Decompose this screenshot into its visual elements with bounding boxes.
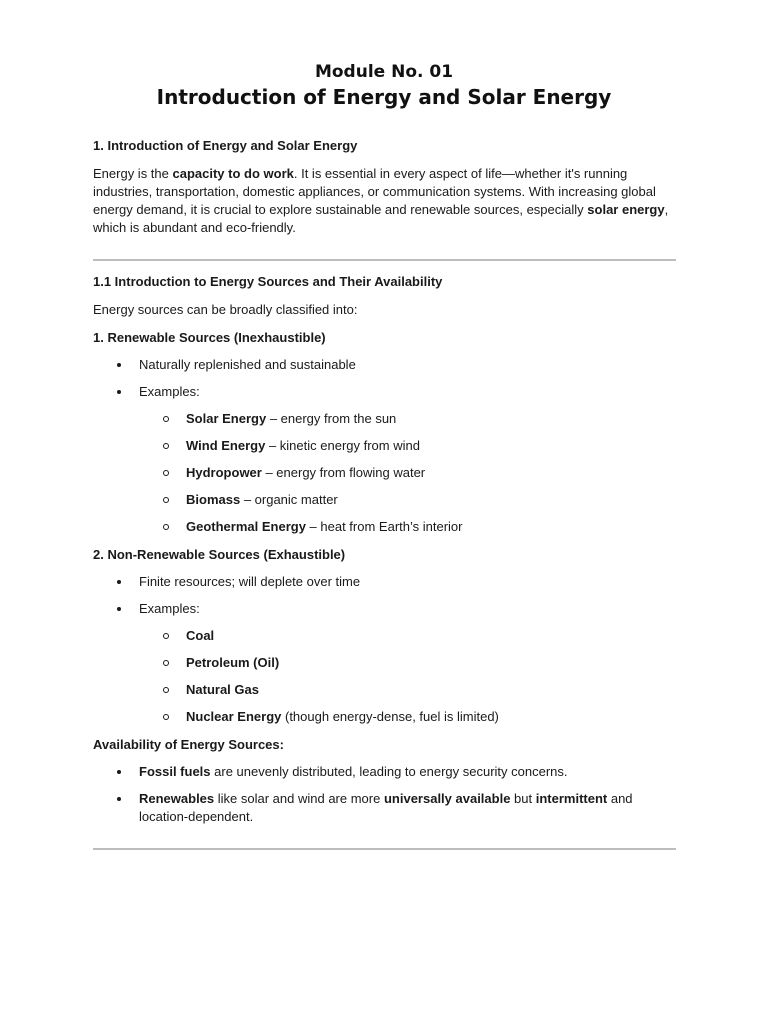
example-item <box>93 491 677 509</box>
module-number: Module No. 01 <box>314 62 454 82</box>
example-item <box>93 464 677 482</box>
example-name: Petroleum (Oil) <box>186 655 280 670</box>
example-item <box>93 681 677 699</box>
document-body <box>93 137 677 850</box>
page-title: Introduction of Energy and Solar Energy <box>156 85 612 109</box>
example-name: Wind Energy <box>186 438 266 453</box>
example-desc: – kinetic energy from wind <box>265 438 420 453</box>
example-item <box>93 518 677 536</box>
example-desc: – heat from Earth’s interior <box>305 519 463 534</box>
renewable-examples <box>93 410 677 536</box>
bold-run: universally available <box>383 791 511 806</box>
availability-list <box>93 763 677 826</box>
nonrenewable-heading: 2. Non-Renewable Sources (Exhaustible) <box>93 547 346 562</box>
example-item <box>93 627 677 645</box>
example-item <box>93 708 677 726</box>
list-item: Finite resources; will deplete over time <box>93 573 677 591</box>
renewable-list <box>93 356 677 401</box>
example-name: Hydropower <box>186 465 262 480</box>
text-run: , which is abundant and eco-friendly. <box>93 202 669 235</box>
bold-run: Renewables <box>139 791 215 806</box>
divider <box>93 848 676 850</box>
example-name: Nuclear Energy <box>186 709 282 724</box>
list-item <box>93 600 677 618</box>
availability-heading: Availability of Energy Sources: <box>93 737 284 752</box>
list-item-label: Examples: <box>139 384 200 399</box>
nonrenewable-list <box>93 573 677 618</box>
example-name: Coal <box>186 628 215 643</box>
text-run: are unevenly distributed, leading to energy security concerns. <box>210 764 568 779</box>
text-run: . It is essential in every aspect of life—whether it's running industries, transportation, domestic appliances, or communication systems. With increasing global energy demand, it is crucial to explore sustainable and renewable sources, especially <box>93 166 656 217</box>
document-header <box>0 0 768 111</box>
bold-run: intermittent <box>535 791 608 806</box>
list-item-label: Examples: <box>139 601 200 616</box>
section-heading-intro: 1. Introduction of Energy and Solar Energy <box>93 138 358 153</box>
intro-paragraph <box>93 165 677 237</box>
bold-run: capacity to do work <box>172 166 294 181</box>
example-desc: – organic matter <box>240 492 338 507</box>
example-name: Natural Gas <box>186 682 259 697</box>
example-desc: – energy from the sun <box>266 411 397 426</box>
example-desc: (though energy-dense, fuel is limited) <box>281 709 499 724</box>
list-item <box>93 790 677 826</box>
example-name: Solar Energy <box>186 411 267 426</box>
nonrenewable-examples <box>93 627 677 726</box>
renewable-heading: 1. Renewable Sources (Inexhaustible) <box>93 330 326 345</box>
text-run: but <box>510 791 536 806</box>
list-item <box>93 763 677 781</box>
divider <box>93 259 676 261</box>
list-item: Naturally replenished and sustainable <box>93 356 677 374</box>
example-item <box>93 654 677 672</box>
example-name: Biomass <box>186 492 241 507</box>
text-run: Energy is the <box>93 166 173 181</box>
sources-intro: Energy sources can be broadly classified into: <box>93 302 358 317</box>
example-desc: – energy from flowing water <box>261 465 426 480</box>
text-run: and location-dependent. <box>139 791 633 824</box>
text-run: like solar and wind are more <box>214 791 384 806</box>
section-heading-sources: 1.1 Introduction to Energy Sources and Their Availability <box>93 274 443 289</box>
bold-run: solar energy <box>587 202 665 217</box>
example-item <box>93 410 677 428</box>
list-item <box>93 383 677 401</box>
example-item <box>93 437 677 455</box>
example-name: Geothermal Energy <box>186 519 306 534</box>
bold-run: Fossil fuels <box>139 764 211 779</box>
